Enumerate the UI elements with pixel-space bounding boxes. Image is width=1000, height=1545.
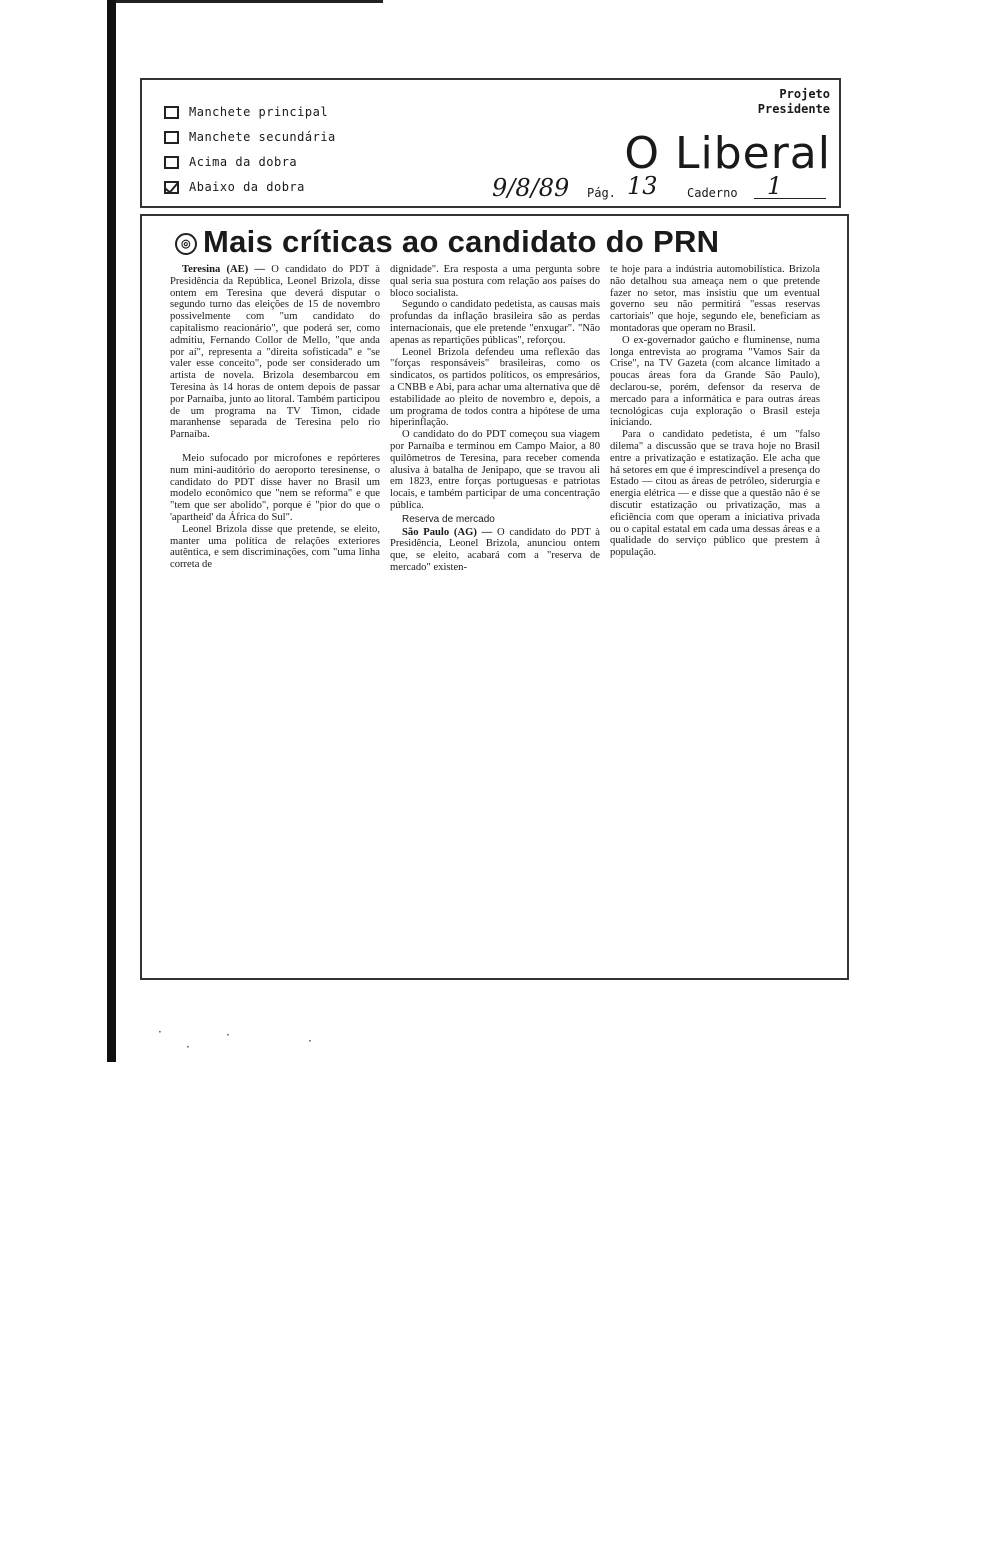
article-clipping xyxy=(140,214,849,980)
date-value: 9/8/89 xyxy=(492,174,570,202)
project-label-line1: Projeto xyxy=(779,87,830,101)
checklist-item xyxy=(164,175,336,199)
article-columns xyxy=(170,264,820,574)
checklist-label: Manchete secundária xyxy=(189,130,336,144)
paragraph: Segundo o candidato pedetista, as causas mais profundas da inflação brasileira são as perdas internacionais, que ele pretende "enxugar". "Não apenas as repartições públicas", reforçou. xyxy=(390,299,600,346)
scan-speck: · xyxy=(226,1028,230,1042)
scan-left-edge xyxy=(107,0,116,1062)
clipping-meta xyxy=(492,172,832,204)
checklist-label: Abaixo da dobra xyxy=(189,180,305,194)
placement-checklist xyxy=(164,100,336,200)
paragraph: O ex-governador gaúcho e fluminense, numa longa entrevista ao programa "Vamos Sair da Crise", na TV Gazeta (com alcance limitado a poucas áreas fora da Grande São Paulo), declarou-se, porém, defensor da reserva de mercado para a informática e para outras áreas tecnológicas cuja exploração o Brasil esteja iniciando. xyxy=(610,334,820,429)
paragraph: te hoje para a indústria automobilística. Brizola não detalhou sua ameaça nem o que pretende fazer no setor, mas insistiu que um eventual governo seu não permitirá "essas reservas cartoriais" que hoje, segundo ele, beneficiam as montadoras que operam no Brasil. xyxy=(610,264,820,334)
paragraph: Meio sufocado por microfones e repórteres num mini-auditório do aeroporto teresinense, o candidato do PDT disse haver no Brasil um modelo econômico que "nem se reforma" e que "tem que ser abolido", porque é "pior do que o 'apartheid' da África do Sul". xyxy=(170,452,380,523)
scan-speck: · xyxy=(186,1040,190,1054)
checkbox-manchete-principal[interactable] xyxy=(164,106,179,119)
project-label-line2: Presidente xyxy=(757,102,830,116)
paragraph: dignidade". Era resposta a uma pergunta sobre qual seria sua postura com relação aos países do bloco socialista. xyxy=(390,264,600,299)
caderno-value: 1 xyxy=(767,172,783,200)
article-column-1 xyxy=(170,264,380,574)
scan-speck: · xyxy=(158,1025,162,1039)
clipping-header xyxy=(140,78,841,208)
article-column-2 xyxy=(390,264,600,574)
checklist-item xyxy=(164,125,336,149)
caderno-underline xyxy=(754,198,826,199)
checkbox-acima-da-dobra[interactable] xyxy=(164,156,179,169)
agency-logo-icon: ◎ xyxy=(175,233,197,255)
paragraph xyxy=(170,264,380,441)
checklist-item xyxy=(164,100,336,124)
scan-speck: · xyxy=(308,1034,312,1048)
article-column-3 xyxy=(610,264,820,574)
paragraph: Para o candidato pedetista, é um "falso dilema" a discussão que se trava hoje no Brasil entre a privatização e estatização. Ele acha que há setores em que é imprescindível a presença do Estado — citou as áreas de petróleo, siderurgia e energia elétrica — e disse que a questão não é se discutir estatização ou privatização, mas a eficiência com que operam a iniciativa privada ou o capital estatal em cada uma dessas áreas e a qualidade do serviço público que prestem à população. xyxy=(610,429,820,559)
paragraph-text: O candidato do PDT à Presidência, Leonel Brizola, anunciou ontem que, se eleito, acabará com a "reserva de mercado" existen- xyxy=(390,526,600,573)
checklist-label: Acima da dobra xyxy=(189,155,298,169)
newspaper-name: O Liberal xyxy=(624,128,831,179)
article-headline xyxy=(175,224,815,260)
paragraph xyxy=(390,527,600,574)
checkbox-manchete-secundaria[interactable] xyxy=(164,131,179,144)
paragraph-text: O candidato do PDT à Presidência da República, Leonel Brizola, disse ontem em Teresina que deverá disputar o segundo turno das eleições de 15 de novembro possivelmente com "um candidato do capitalismo reacionário", que poderá ser, como admitiu, Fernando Collor de Mello, "que anda por aí", representa a "direita sofisticada" e "se valer esse conceito", pode ser considerado um artista de novela. Brizola desembarcou em Teresina às 14 horas de ontem depois de passar por Parnaíba, junto ao litoral. Também participou de um programa na TV Timon, cidade maranhense separada de Teresina pelo rio Parnaíba. xyxy=(170,264,380,441)
scan-top-edge xyxy=(108,0,383,3)
page-value: 13 xyxy=(627,172,658,200)
paragraph: Leonel Brizola disse que pretende, se eleito, manter uma política de relações exteriores autêntica, e sem discriminações, com "uma linha correta de xyxy=(170,523,380,571)
checklist-label: Manchete principal xyxy=(189,105,329,119)
dateline: São Paulo (AG) — xyxy=(402,526,493,538)
paragraph: Leonel Brizola defendeu uma reflexão das "forças responsáveis" brasileiras, como os sindicatos, os partidos políticos, os empresários, a CNBB e Abi, para achar uma alternativa que dê estabilidade ao pleito de novembro e, depois, a um programa de todos contra a hipótese de uma hiperinflação. xyxy=(390,346,600,429)
project-label xyxy=(758,87,830,117)
headline-text: Mais críticas ao candidato do PRN xyxy=(203,224,720,259)
dateline: Teresina (AE) — xyxy=(182,264,266,275)
checklist-item xyxy=(164,150,336,174)
checkbox-abaixo-da-dobra[interactable] xyxy=(164,181,179,194)
paragraph: O candidato do do PDT começou sua viagem por Parnaíba e terminou em Campo Maior, a 80 quilômetros de Teresina, para receber comenda alusiva à batalha de Jenipapo, que se travou ali em 1823, entre forças portuguesas e patriotas locais, e também participar de uma concentração pública. xyxy=(390,429,600,511)
caderno-label: Caderno xyxy=(687,186,738,200)
section-subhead: Reserva de mercado xyxy=(402,513,495,525)
page-label: Pág. xyxy=(587,186,616,200)
